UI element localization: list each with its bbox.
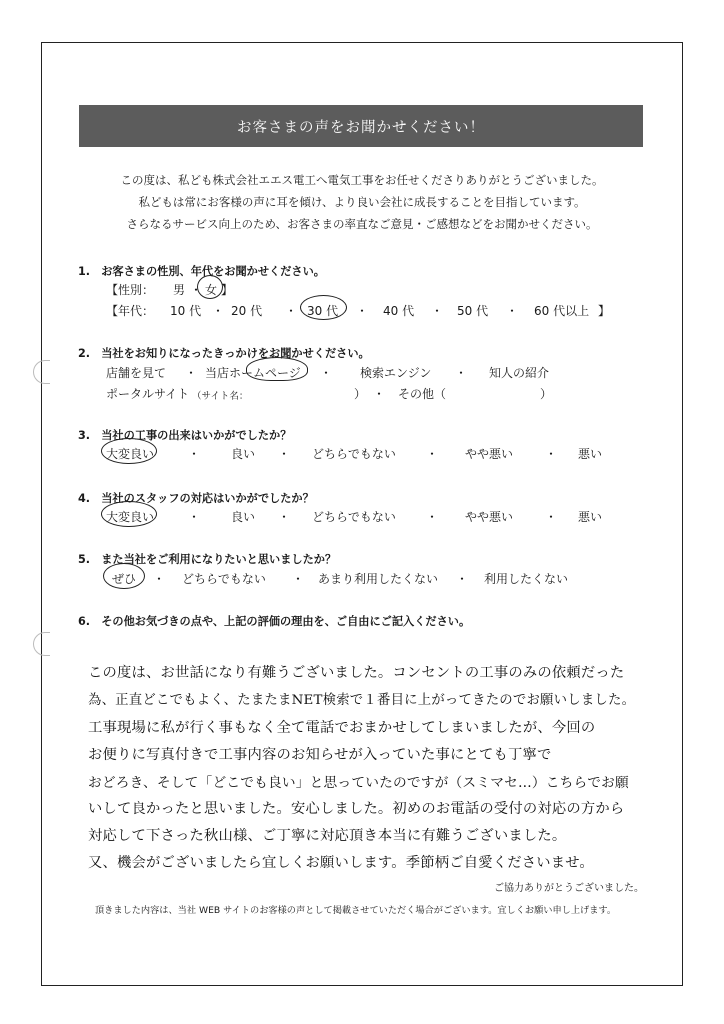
separator: ・ bbox=[506, 304, 519, 318]
staff-option-bad[interactable]: 悪い bbox=[578, 510, 603, 524]
age-option-40[interactable]: 40 代 bbox=[383, 304, 415, 318]
intro-line-3: さらなるサービス向上のため、お客さまの率直なご意見・ご感想などをお聞かせください。 bbox=[126, 217, 598, 231]
comment-line-3: 工事現場に私が行く事もなく全て電話でおまかせしてしまいましたが、今回の bbox=[88, 720, 596, 736]
age-option-20[interactable]: 20 代 bbox=[231, 304, 263, 318]
separator: ・ bbox=[373, 387, 386, 401]
separator: ・ bbox=[320, 366, 333, 380]
comment-line-4: お便りに写真付きで工事内容のお知らせが入っていた事にとても丁寧で bbox=[88, 747, 552, 763]
question-4: 4. 当社のスタッフの対応はいかがでしたか？ bbox=[78, 492, 314, 505]
separator: ・ bbox=[426, 510, 439, 524]
portal-close: ） bbox=[354, 387, 367, 401]
selected-return-circle bbox=[103, 563, 145, 589]
thanks-text: ご協力ありがとうございました。 bbox=[494, 883, 644, 894]
age-option-30[interactable]: 30 代 bbox=[307, 304, 339, 318]
staff-option-very-good[interactable]: 大変良い bbox=[106, 510, 155, 524]
question-5: 5. また当社をご利用になりたいと思いましたか？ bbox=[78, 553, 337, 566]
selected-staff-circle bbox=[101, 501, 157, 527]
source-option-other[interactable]: その他（ bbox=[398, 387, 447, 401]
selected-gender-circle bbox=[197, 275, 223, 299]
comment-line-5: おどろき、そして「どこでも良い」と思っていたのですが（スミマセ…）こちらでお願 bbox=[88, 775, 629, 791]
question-1: 1. お客さまの性別、年代をお聞かせください。 bbox=[78, 265, 325, 278]
age-label: 【年代： bbox=[106, 304, 155, 318]
selected-age-circle bbox=[300, 295, 347, 320]
question-3: 3. 当社の工事の出来はいかがでしたか？ bbox=[78, 429, 292, 442]
age-option-10[interactable]: 10 代 bbox=[170, 304, 202, 318]
source-option-portal[interactable]: ポータルサイト bbox=[106, 387, 190, 401]
separator: ・ bbox=[278, 447, 291, 461]
return-option-definitely[interactable]: ぜひ bbox=[112, 572, 137, 586]
separator: ・ bbox=[153, 572, 166, 586]
separator: ・ bbox=[356, 304, 369, 318]
separator: ・ bbox=[545, 447, 558, 461]
age-option-50[interactable]: 50 代 bbox=[457, 304, 489, 318]
separator: ・ bbox=[545, 510, 558, 524]
selected-source-circle bbox=[246, 357, 308, 381]
question-6: 6. その他お気づきの点や、上記の評価の理由を、ご自由にご記入ください。 bbox=[78, 615, 471, 628]
separator: ・ bbox=[188, 510, 201, 524]
return-option-neutral[interactable]: どちらでもない bbox=[182, 572, 266, 586]
source-option-search-engine[interactable]: 検索エンジン bbox=[360, 366, 432, 380]
separator: ・ bbox=[292, 572, 305, 586]
staff-option-neutral[interactable]: どちらでもない bbox=[312, 510, 396, 524]
separator: ・ bbox=[456, 572, 469, 586]
staff-option-somewhat-bad[interactable]: やや悪い bbox=[465, 510, 514, 524]
separator: ・ bbox=[185, 366, 198, 380]
work-option-somewhat-bad[interactable]: やや悪い bbox=[465, 447, 514, 461]
footer-note: 頂きました内容は、当社 WEB サイトのお客様の声として掲載させていただく場合がございます。宜しくお願い申し上げます。 bbox=[95, 905, 617, 916]
work-option-very-good[interactable]: 大変良い bbox=[106, 447, 155, 461]
gender-option-female[interactable]: 女 bbox=[205, 283, 218, 297]
comment-line-2: 為、正直どこでもよく、たまたまNET検索で１番目に上がってきたのでお願いしました。 bbox=[88, 693, 636, 708]
separator: ・ bbox=[285, 304, 298, 318]
age-end: 】 bbox=[598, 304, 611, 318]
intro-line-2: 私どもは常にお客様の声に耳を傾け、より良い会社に成長することを目指しています。 bbox=[138, 195, 586, 209]
separator: ・ bbox=[212, 304, 225, 318]
work-option-neutral[interactable]: どちらでもない bbox=[312, 447, 396, 461]
other-close: ） bbox=[540, 387, 553, 401]
source-option-store[interactable]: 店舗を見て bbox=[106, 366, 167, 380]
source-option-homepage[interactable]: 当店ホームページ bbox=[205, 366, 301, 380]
work-option-good[interactable]: 良い bbox=[231, 447, 256, 461]
punch-hole-top bbox=[33, 360, 50, 384]
separator: ・ bbox=[190, 283, 203, 297]
punch-hole-bottom bbox=[33, 632, 50, 656]
comment-line-6: いして良かったと思いました。安心しました。初めのお電話の受付の対応の方から bbox=[88, 801, 625, 817]
question-2: 2. 当社をお知りになったきっかけをお聞かせください。 bbox=[78, 347, 370, 360]
separator: ・ bbox=[455, 366, 468, 380]
gender-label: 【性別： bbox=[106, 283, 155, 297]
comment-line-7: 対応して下さった秋山様、ご丁寧に対応頂き本当に有難うございました。 bbox=[88, 828, 567, 844]
separator: ・ bbox=[426, 447, 439, 461]
source-option-referral[interactable]: 知人の紹介 bbox=[489, 366, 550, 380]
intro-line-1: この度は、私ども株式会社エエス電工へ電気工事をお任せくださりありがとうございました。 bbox=[120, 173, 604, 187]
gender-option-male[interactable]: 男 bbox=[173, 283, 186, 297]
separator: ・ bbox=[278, 510, 291, 524]
comment-line-1: この度は、お世話になり有難うございました。コンセントの工事のみの依頼だった bbox=[88, 665, 625, 681]
separator: ・ bbox=[431, 304, 444, 318]
survey-title: お客さまの声をお聞かせください！ bbox=[79, 105, 643, 147]
portal-site-name-label: （サイト名： bbox=[192, 391, 249, 402]
staff-option-good[interactable]: 良い bbox=[231, 510, 256, 524]
separator: ・ bbox=[188, 447, 201, 461]
age-option-60-plus[interactable]: 60 代以上 bbox=[534, 304, 590, 318]
return-option-not-much[interactable]: あまり利用したくない bbox=[318, 572, 439, 586]
return-option-no[interactable]: 利用したくない bbox=[484, 572, 569, 586]
work-option-bad[interactable]: 悪い bbox=[578, 447, 603, 461]
gender-end: 】 bbox=[221, 283, 234, 297]
selected-work-circle bbox=[101, 438, 157, 464]
comment-line-8: 又、機会がございましたら宜しくお願いします。季節柄ご自愛くださいませ。 bbox=[88, 855, 594, 871]
